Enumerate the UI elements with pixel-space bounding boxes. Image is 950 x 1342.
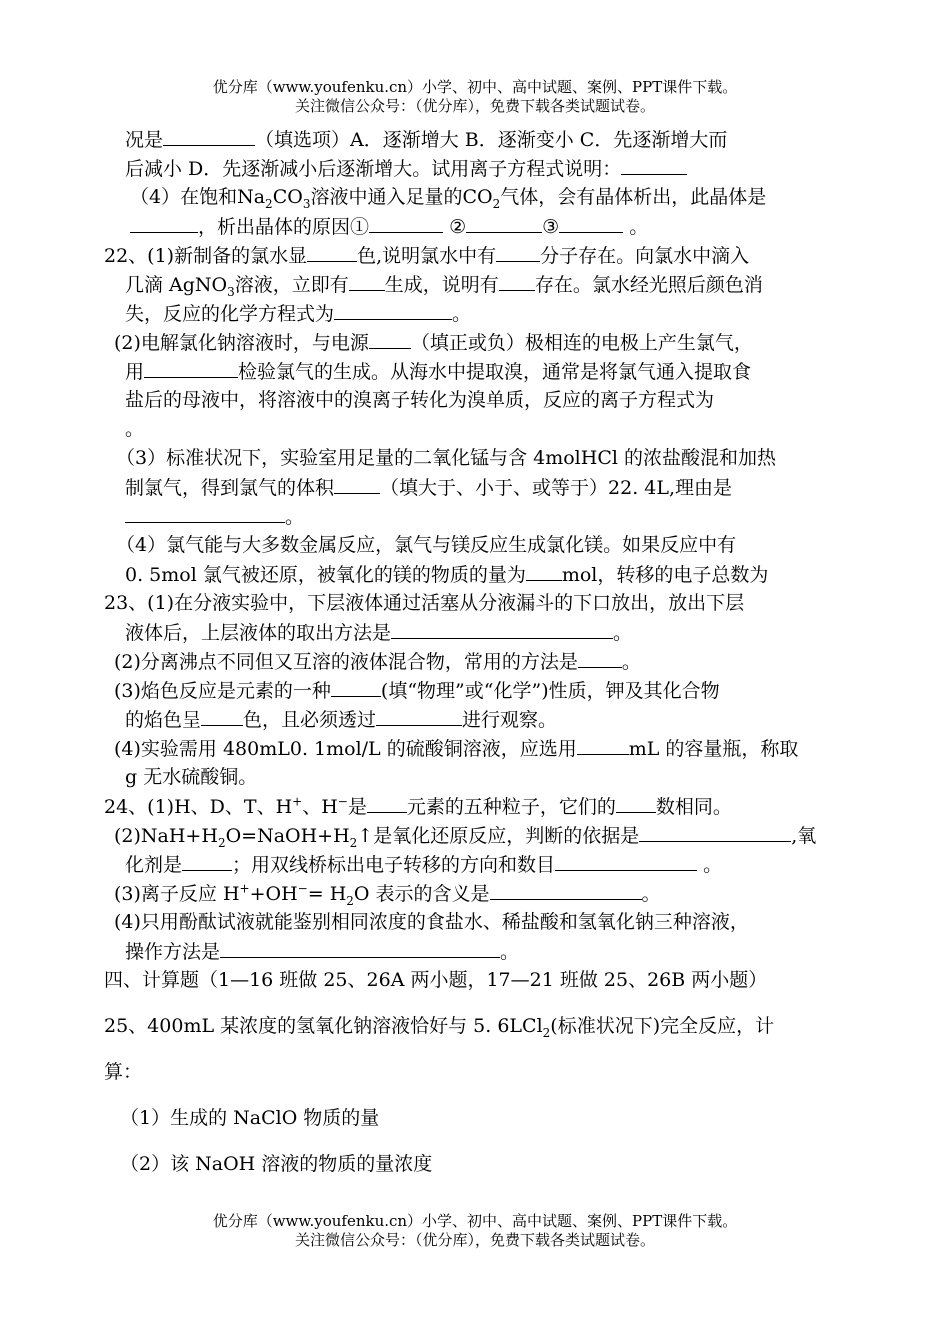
- text-line: 制氯气，得到氯气的体积 （填大于、小于、或等于）22. 4L,理由是: [125, 477, 733, 499]
- page-footer-line2: 关注微信公众号：（优分库），免费下载各类试题试卷。: [294, 1231, 655, 1249]
- text-line: 操作方法是 。: [125, 941, 520, 963]
- section-four-heading: 四、计算题（1—16 班做 25、26A 两小题，17—21 班做 25、26B 两小题）: [104, 969, 768, 991]
- text-line: g 无水硫酸铜。: [125, 766, 258, 788]
- question-23-3: (3)焰色反应是元素的一种 (填“物理”或“化学”)性质，钾及其化合物: [114, 680, 720, 702]
- text-line: （4）在饱和$Na_2CO_3$溶液中通入足量的$CO_2$气体，会有晶体析出，此晶体是: [130, 186, 767, 211]
- question-25-2: （2）该 NaOH 溶液的物质的量浓度: [120, 1153, 433, 1175]
- question-22-4: （4）氯气能与大多数金属反应，氯气与镁反应生成氯化镁。如果反应中有: [116, 534, 737, 556]
- text-line: 算：: [104, 1061, 143, 1083]
- question-23-4: (4)实验需用 480mL0. 1mol/L 的硫酸铜溶液，应选用 mL 的容量瓶，称取: [114, 738, 799, 760]
- text-line: 失，反应的化学方程式为 。: [125, 303, 472, 325]
- question-23-1: 23、(1)在分液实验中，下层液体通过活塞从分液漏斗的下口放出，放出下层: [104, 592, 745, 614]
- text-line: 后减小 D．先逐渐减小后逐渐增大。试用离子方程式说明：: [125, 156, 687, 181]
- text-line: 0. 5mol 氯气被还原，被氧化的镁的物质的量为 mol，转移的电子总数为: [125, 564, 769, 586]
- text-line: 液体后，上层液体的取出方法是 。: [125, 622, 633, 644]
- question-22-3: （3）标准状况下，实验室用足量的二氧化锰与含 4molHCl 的浓盐酸混和加热: [116, 447, 776, 469]
- text-line: 用 检验氯气的生成。从海水中提取溴，通常是将氯气通入提取食: [125, 361, 752, 383]
- page-header-line2: 关注微信公众号：（优分库），免费下载各类试题试卷。: [294, 97, 655, 115]
- question-23-2: (2)分离沸点不同但又互溶的液体混合物，常用的方法是 。: [114, 651, 641, 673]
- page-header-line1: 优分库（www.youfenku.cn）小学、初中、高中试题、案例、PPT课件下载。: [212, 78, 738, 96]
- text-line: 盐后的母液中，将溶液中的溴离子转化为溴单质，反应的离子方程式为: [125, 389, 715, 411]
- text-line: 。: [125, 418, 145, 440]
- question-24-1: 24、(1)H、D、T、H+、H−是 元素的五种粒子，它们的 数相同。: [104, 794, 732, 818]
- question-22-1: 22、(1)新制备的氯水显 色,说明氯水中有 分子存在。向氯水中滴入: [104, 245, 750, 267]
- question-22-2: (2)电解氯化钠溶液时，与电源 （填正或负）极相连的电极上产生氯气，: [114, 332, 753, 354]
- text-line: 。: [125, 504, 304, 529]
- question-24-3: (3)离子反应 $H^++OH^-= H_2O$ 表示的含义是 。: [114, 881, 661, 908]
- page-footer-line1: 优分库（www.youfenku.cn）小学、初中、高中试题、案例、PPT课件下载。: [212, 1212, 738, 1230]
- text-line: 几滴 AgNO$_3$溶液，立即有 生成，说明有 存在。氯水经光照后颜色消: [125, 274, 763, 299]
- text-line: 化剂是 ；用双线桥标出电子转移的方向和数目 。: [125, 854, 723, 876]
- question-24-2: $(2)NaH+H_2O=NaOH+H_2↑$是氧化还原反应，判断的依据是 ,氧: [114, 825, 817, 850]
- question-25-1: （1）生成的 NaClO 物质的量: [120, 1107, 380, 1129]
- question-24-4: (4)只用酚酞试液就能鉴别相同浓度的食盐水、稀盐酸和氢氧化钠三种溶液，: [114, 911, 749, 933]
- question-25: 25、400mL 某浓度的氢氧化钠溶液恰好与 5. 6LCl$_2$(标准状况下)完全反应，计: [104, 1015, 775, 1040]
- text-line: 的焰色呈 色，且必须透过 进行观察。: [125, 709, 558, 731]
- text-line: 况是 （填选项）A．逐渐增大 B．逐渐变小 C．先逐渐增大而: [125, 129, 728, 151]
- text-line: ，析出晶体的原因① ② ③ 。: [130, 214, 648, 239]
